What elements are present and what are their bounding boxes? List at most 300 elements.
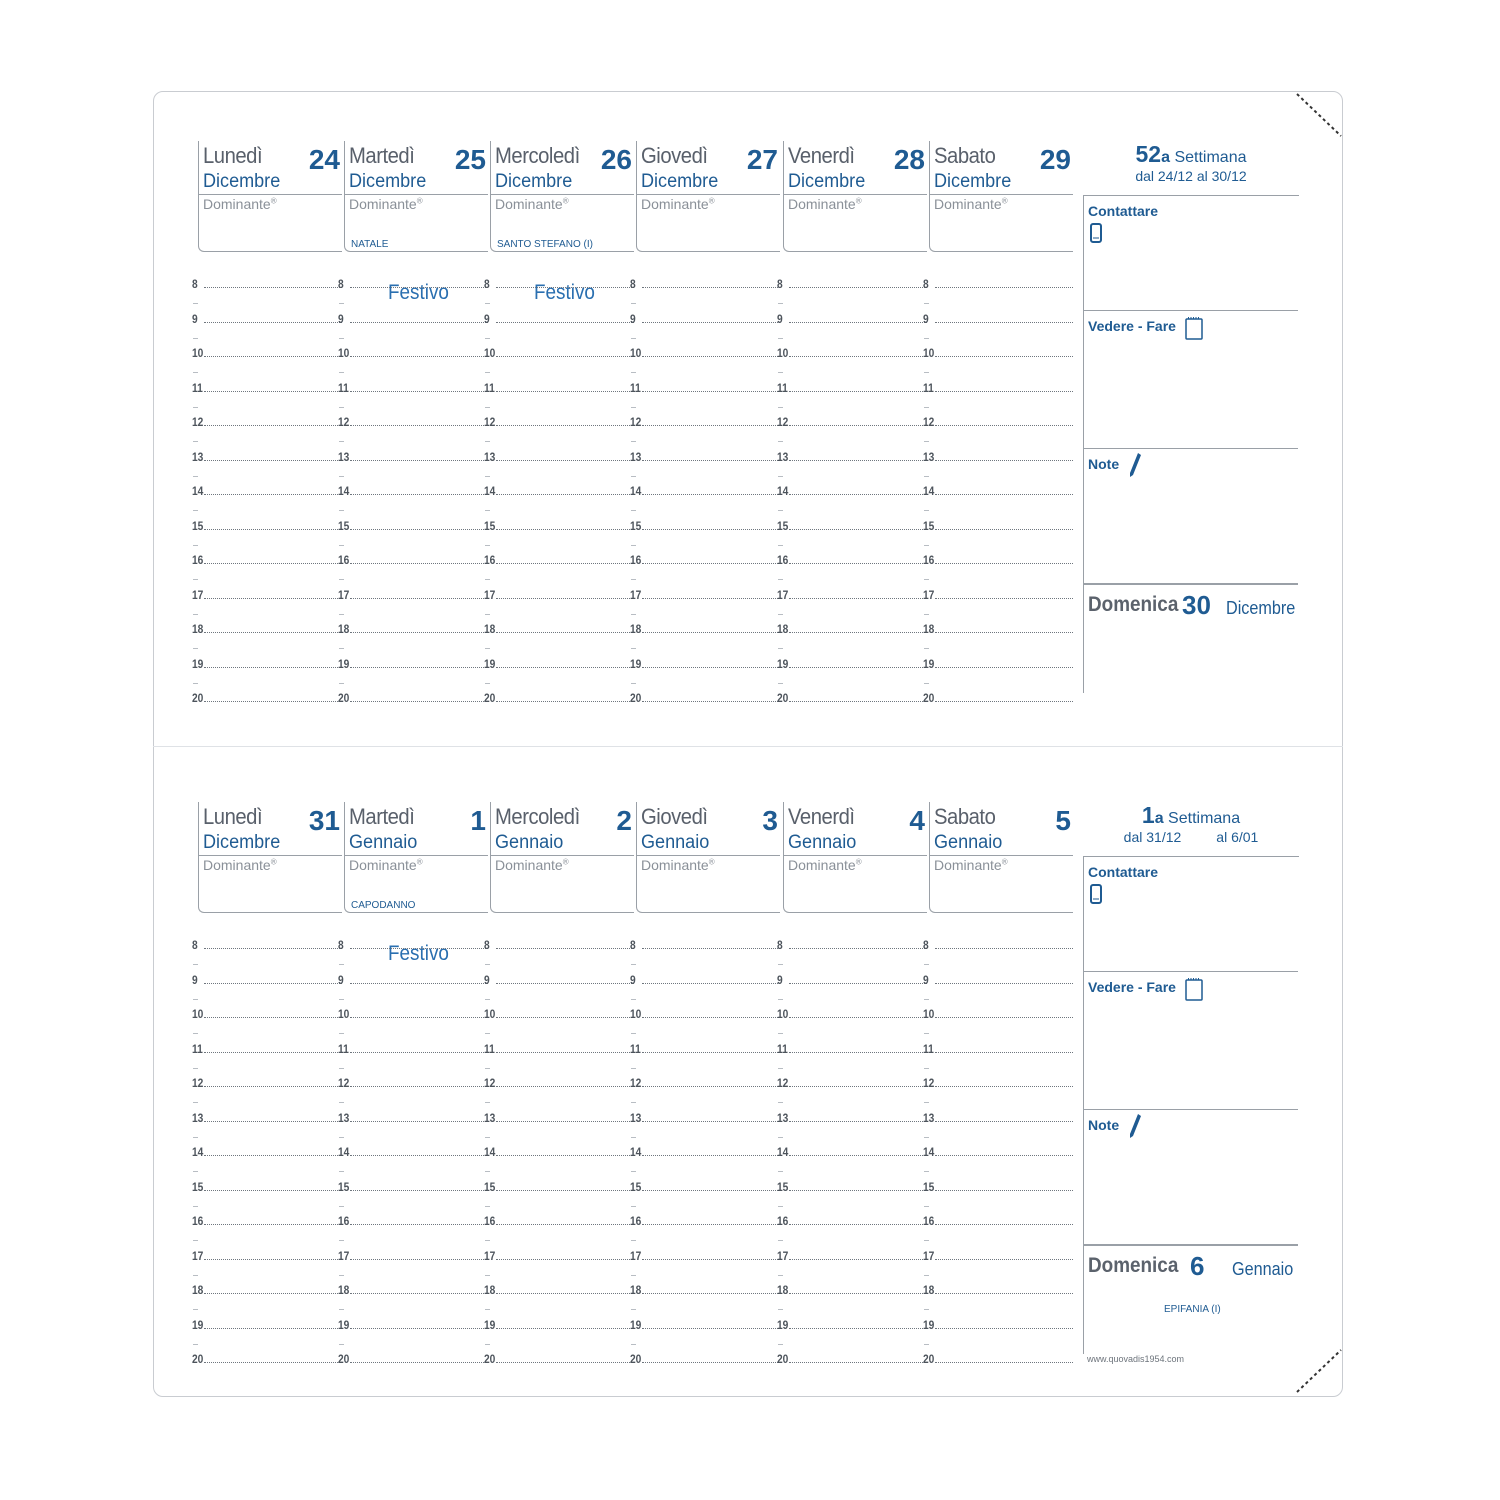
hour-number: 13 — [484, 449, 496, 464]
half-hour-dash — [485, 1137, 490, 1138]
half-hour-dash — [631, 1171, 636, 1172]
dotted-rule — [350, 425, 488, 426]
hour-line[interactable] — [484, 306, 634, 326]
hour-number: 11 — [923, 1041, 934, 1056]
hour-line[interactable] — [630, 306, 780, 326]
hour-line[interactable] — [777, 375, 927, 395]
day-header — [490, 802, 634, 913]
hour-line[interactable] — [338, 1070, 488, 1090]
hour-line[interactable] — [192, 651, 342, 671]
hour-line[interactable] — [192, 1105, 342, 1125]
dotted-rule — [496, 1362, 634, 1363]
hour-line[interactable] — [192, 375, 342, 395]
hour-line[interactable] — [630, 1312, 780, 1332]
hour-line[interactable] — [630, 547, 780, 567]
hour-line[interactable] — [192, 1036, 342, 1056]
hour-number: 12 — [484, 1076, 496, 1090]
dotted-rule — [350, 529, 488, 530]
hour-line[interactable] — [484, 967, 634, 987]
hour-line[interactable] — [923, 651, 1073, 671]
hour-line[interactable] — [192, 1312, 342, 1332]
hour-number: 11 — [484, 1041, 495, 1056]
dotted-rule — [789, 1155, 927, 1156]
hour-line[interactable] — [630, 409, 780, 429]
hour-line[interactable] — [484, 1036, 634, 1056]
hour-line[interactable] — [338, 1243, 488, 1263]
hour-line[interactable] — [777, 271, 927, 291]
hour-line[interactable] — [338, 444, 488, 464]
dotted-rule — [496, 1328, 634, 1329]
hour-line[interactable] — [777, 1105, 927, 1125]
dotted-rule — [350, 598, 488, 599]
hour-line[interactable] — [192, 685, 342, 705]
hour-line[interactable] — [192, 1139, 342, 1159]
day-saint — [788, 196, 862, 212]
hour-number: 16 — [484, 1214, 496, 1228]
day-saint-text: Dominante — [203, 196, 271, 212]
hour-line[interactable] — [777, 444, 927, 464]
hour-line[interactable] — [338, 616, 488, 636]
dotted-rule — [496, 632, 634, 633]
hour-line[interactable] — [777, 1174, 927, 1194]
note-title: Note — [1088, 1117, 1120, 1133]
hour-line[interactable] — [338, 1036, 488, 1056]
registered-mark: ® — [1001, 857, 1008, 867]
day-saint-text: Dominante — [495, 857, 563, 873]
hour-line[interactable] — [484, 1105, 634, 1125]
hour-line[interactable] — [923, 444, 1073, 464]
hour-line[interactable] — [777, 1312, 927, 1332]
hour-line[interactable] — [192, 1070, 342, 1090]
hour-line[interactable] — [192, 1001, 342, 1021]
half-hour-dash — [193, 999, 198, 1000]
hour-line[interactable] — [192, 444, 342, 464]
dotted-rule — [496, 529, 634, 530]
dotted-rule — [204, 1121, 342, 1122]
hour-line[interactable] — [923, 616, 1073, 636]
hour-line[interactable] — [777, 547, 927, 567]
hour-line[interactable] — [777, 1070, 927, 1090]
hour-line[interactable] — [777, 616, 927, 636]
hour-line[interactable] — [484, 1139, 634, 1159]
hour-line[interactable] — [923, 1070, 1073, 1090]
dotted-rule — [789, 667, 927, 668]
hour-line[interactable] — [630, 271, 780, 291]
hour-line[interactable] — [777, 1139, 927, 1159]
hour-line[interactable] — [338, 1174, 488, 1194]
dotted-rule — [204, 1328, 342, 1329]
hour-line[interactable] — [630, 1036, 780, 1056]
hour-number: 11 — [192, 380, 203, 395]
registered-mark: ® — [270, 857, 277, 867]
dotted-rule — [642, 529, 780, 530]
contattare-box[interactable] — [1083, 195, 1298, 311]
half-hour-dash — [485, 1068, 490, 1069]
hour-line[interactable] — [923, 271, 1073, 291]
half-hour-dash — [193, 372, 198, 373]
hour-line[interactable] — [192, 1243, 342, 1263]
dotted-rule — [642, 701, 780, 702]
hour-line[interactable] — [777, 932, 927, 952]
hour-line[interactable] — [192, 271, 342, 291]
hour-line[interactable] — [192, 306, 342, 326]
half-hour-dash — [339, 441, 344, 442]
hour-line[interactable] — [923, 547, 1073, 567]
hour-line[interactable] — [630, 967, 780, 987]
hour-line[interactable] — [777, 306, 927, 326]
dotted-rule — [350, 983, 488, 984]
hour-number: 11 — [630, 1041, 641, 1056]
hour-line[interactable] — [777, 1001, 927, 1021]
dotted-rule — [204, 322, 342, 323]
dotted-rule — [642, 632, 780, 633]
hour-line[interactable] — [484, 1277, 634, 1297]
dotted-rule — [642, 356, 780, 357]
hour-line[interactable] — [630, 375, 780, 395]
half-hour-dash — [485, 372, 490, 373]
hour-number: 19 — [484, 656, 496, 671]
hour-line[interactable] — [484, 651, 634, 671]
hour-number: 11 — [338, 1041, 349, 1056]
hour-line[interactable] — [338, 685, 488, 705]
half-hour-dash — [339, 1344, 344, 1345]
hour-line[interactable] — [484, 582, 634, 602]
half-hour-dash — [778, 1137, 783, 1138]
day-saint-text: Dominante — [641, 857, 709, 873]
hour-line[interactable] — [777, 1208, 927, 1228]
hour-number: 12 — [923, 415, 935, 429]
hour-line[interactable] — [630, 651, 780, 671]
note-box[interactable] — [1083, 1109, 1298, 1245]
dotted-rule — [350, 701, 488, 702]
hour-line[interactable] — [630, 1174, 780, 1194]
dotted-rule — [350, 632, 488, 633]
day-name: Mercoledì — [495, 804, 580, 829]
hour-number: 8 — [338, 277, 344, 291]
hour-line[interactable] — [923, 375, 1073, 395]
dotted-rule — [204, 1362, 342, 1363]
half-hour-dash — [924, 1137, 929, 1138]
hour-line[interactable] — [923, 967, 1073, 987]
half-hour-dash — [924, 614, 929, 615]
hour-line[interactable] — [192, 1208, 342, 1228]
hour-line[interactable] — [923, 1174, 1073, 1194]
hour-line[interactable] — [923, 1312, 1073, 1332]
hour-line[interactable] — [923, 1139, 1073, 1159]
hour-line[interactable] — [338, 409, 488, 429]
hour-line[interactable] — [630, 1105, 780, 1125]
hour-line[interactable] — [777, 478, 927, 498]
hour-line[interactable] — [630, 1070, 780, 1090]
half-hour-dash — [339, 407, 344, 408]
hour-line[interactable] — [192, 513, 342, 533]
hour-line[interactable] — [630, 616, 780, 636]
dotted-rule — [642, 983, 780, 984]
hour-line[interactable] — [338, 1001, 488, 1021]
hour-number: 17 — [777, 1248, 789, 1263]
dotted-rule — [935, 1293, 1073, 1294]
hour-line[interactable] — [923, 306, 1073, 326]
hour-line[interactable] — [338, 271, 488, 291]
hour-line[interactable] — [484, 409, 634, 429]
dotted-rule — [642, 1155, 780, 1156]
hour-line[interactable] — [338, 1105, 488, 1125]
hour-line[interactable] — [777, 409, 927, 429]
notepad-icon — [1184, 316, 1204, 340]
sunday-label: Domenica — [1088, 593, 1179, 616]
hour-line[interactable] — [923, 1346, 1073, 1366]
sunday-box[interactable] — [1083, 1245, 1298, 1354]
hour-line[interactable] — [484, 513, 634, 533]
hour-line[interactable] — [777, 1036, 927, 1056]
hour-line[interactable] — [338, 582, 488, 602]
day-saint-text: Dominante — [934, 196, 1002, 212]
hour-line[interactable] — [923, 1105, 1073, 1125]
half-hour-dash — [485, 476, 490, 477]
hour-line[interactable] — [484, 1243, 634, 1263]
day-header — [636, 141, 780, 252]
contattare-title: Contattare — [1088, 203, 1159, 219]
hour-line[interactable] — [923, 478, 1073, 498]
half-hour-dash — [924, 1033, 929, 1034]
dotted-rule — [935, 1190, 1073, 1191]
day-month: Dicembre — [495, 171, 573, 192]
half-hour-dash — [778, 579, 783, 580]
hour-line[interactable] — [923, 340, 1073, 360]
hour-line[interactable] — [338, 1312, 488, 1332]
hour-line[interactable] — [923, 513, 1073, 533]
hour-line[interactable] — [630, 685, 780, 705]
day-month: Dicembre — [349, 171, 427, 192]
hour-number: 18 — [630, 1283, 642, 1297]
hour-line[interactable] — [630, 1139, 780, 1159]
hour-number: 10 — [777, 1007, 789, 1021]
hour-line[interactable] — [484, 478, 634, 498]
hour-number: 10 — [777, 346, 789, 360]
half-hour-dash — [778, 441, 783, 442]
hour-line[interactable] — [338, 478, 488, 498]
hour-number: 9 — [923, 972, 929, 987]
hour-line[interactable] — [338, 547, 488, 567]
hour-line[interactable] — [338, 932, 488, 952]
hour-line[interactable] — [338, 651, 488, 671]
dotted-rule — [350, 287, 488, 288]
hour-line[interactable] — [777, 685, 927, 705]
hour-number: 9 — [484, 311, 490, 326]
hour-line[interactable] — [338, 1277, 488, 1297]
day-number: 2 — [616, 805, 632, 836]
hour-line[interactable] — [777, 513, 927, 533]
hour-line[interactable] — [777, 340, 927, 360]
hour-line[interactable] — [630, 932, 780, 952]
half-hour-dash — [339, 648, 344, 649]
day-month: Gennaio — [788, 832, 857, 853]
hour-line[interactable] — [777, 1346, 927, 1366]
hour-line[interactable] — [777, 1243, 927, 1263]
hour-line[interactable] — [630, 1208, 780, 1228]
dotted-rule — [642, 494, 780, 495]
hour-line[interactable] — [484, 375, 634, 395]
hour-line[interactable] — [192, 478, 342, 498]
hour-line[interactable] — [923, 1036, 1073, 1056]
hour-line[interactable] — [484, 616, 634, 636]
day-header-divider — [930, 855, 1073, 856]
day-column — [484, 141, 636, 705]
hour-line[interactable] — [484, 547, 634, 567]
sunday-box[interactable] — [1083, 584, 1298, 693]
hour-line[interactable] — [630, 513, 780, 533]
hour-line[interactable] — [192, 967, 342, 987]
hour-line[interactable] — [338, 340, 488, 360]
hour-line[interactable] — [777, 967, 927, 987]
day-column — [484, 802, 636, 1366]
hour-line[interactable] — [192, 1346, 342, 1366]
dotted-rule — [350, 356, 488, 357]
hour-number: 17 — [192, 587, 204, 602]
hour-number: 19 — [630, 656, 642, 671]
hour-line[interactable] — [484, 1174, 634, 1194]
day-header-divider — [637, 194, 780, 195]
dotted-rule — [204, 1293, 342, 1294]
vedere-fare-box[interactable] — [1083, 971, 1298, 1110]
hour-line[interactable] — [923, 582, 1073, 602]
hour-line[interactable] — [923, 1001, 1073, 1021]
hour-line[interactable] — [630, 1001, 780, 1021]
dotted-rule — [350, 460, 488, 461]
half-hour-dash — [778, 1033, 783, 1034]
hour-line[interactable] — [484, 1001, 634, 1021]
half-hour-dash — [193, 441, 198, 442]
hour-line[interactable] — [484, 444, 634, 464]
hour-line[interactable] — [192, 340, 342, 360]
hour-line[interactable] — [484, 340, 634, 360]
hour-number: 10 — [484, 1007, 496, 1021]
hour-number: 17 — [923, 587, 935, 602]
hour-number: 14 — [630, 1145, 642, 1159]
dotted-rule — [935, 494, 1073, 495]
note-box[interactable] — [1083, 448, 1298, 584]
hour-line[interactable] — [338, 513, 488, 533]
hour-line[interactable] — [484, 1070, 634, 1090]
half-hour-dash — [339, 999, 344, 1000]
hour-line[interactable] — [484, 685, 634, 705]
hour-line[interactable] — [338, 967, 488, 987]
hour-line[interactable] — [630, 1243, 780, 1263]
hour-line[interactable] — [923, 1243, 1073, 1263]
hour-line[interactable] — [338, 306, 488, 326]
week-ordinal: a — [1161, 149, 1170, 166]
hour-number: 17 — [338, 587, 350, 602]
hour-line[interactable] — [338, 1139, 488, 1159]
week-range: dal 31/12 al 6/01 — [1123, 829, 1259, 845]
hour-line[interactable] — [777, 582, 927, 602]
hour-line[interactable] — [192, 547, 342, 567]
hour-line[interactable] — [630, 582, 780, 602]
notepad-icon — [1184, 977, 1204, 1001]
hour-line[interactable] — [630, 444, 780, 464]
hour-line[interactable] — [338, 1346, 488, 1366]
dotted-rule — [350, 948, 488, 949]
day-month: Dicembre — [203, 171, 281, 192]
hour-line[interactable] — [777, 1277, 927, 1297]
hour-line[interactable] — [192, 932, 342, 952]
contattare-box[interactable] — [1083, 856, 1298, 972]
hour-line[interactable] — [484, 1346, 634, 1366]
hour-line[interactable] — [192, 1277, 342, 1297]
half-hour-dash — [339, 1068, 344, 1069]
hour-number: 17 — [192, 1248, 204, 1263]
day-header-divider — [930, 194, 1073, 195]
dotted-rule — [642, 1362, 780, 1363]
hour-number: 20 — [777, 691, 789, 705]
hour-line[interactable] — [923, 685, 1073, 705]
hour-line[interactable] — [630, 478, 780, 498]
phone-icon — [1090, 884, 1102, 904]
dotted-rule — [204, 667, 342, 668]
hour-line[interactable] — [338, 1208, 488, 1228]
day-header — [929, 802, 1073, 913]
hour-line[interactable] — [192, 1174, 342, 1194]
day-number: 1 — [470, 805, 486, 836]
week-2 — [0, 802, 1500, 1442]
dotted-rule — [496, 667, 634, 668]
half-hour-dash — [193, 964, 198, 965]
hour-line[interactable] — [484, 271, 634, 291]
half-hour-dash — [339, 1240, 344, 1241]
dotted-rule — [350, 1328, 488, 1329]
hour-line[interactable] — [923, 1277, 1073, 1297]
hour-number: 13 — [192, 1110, 204, 1125]
hour-line[interactable] — [923, 409, 1073, 429]
hour-line[interactable] — [192, 582, 342, 602]
hour-number: 12 — [923, 1076, 935, 1090]
hour-line[interactable] — [630, 340, 780, 360]
dotted-rule — [935, 983, 1073, 984]
half-hour-dash — [924, 1102, 929, 1103]
hour-line[interactable] — [192, 409, 342, 429]
hour-line[interactable] — [484, 1208, 634, 1228]
hour-number: 16 — [923, 1214, 935, 1228]
half-hour-dash — [778, 1171, 783, 1172]
day-header-divider — [784, 855, 927, 856]
hour-number: 12 — [338, 1076, 350, 1090]
hour-line[interactable] — [923, 932, 1073, 952]
hour-line[interactable] — [630, 1346, 780, 1366]
dotted-rule — [935, 1259, 1073, 1260]
half-hour-dash — [924, 1309, 929, 1310]
half-hour-dash — [485, 1102, 490, 1103]
day-saint-text: Dominante — [934, 857, 1002, 873]
half-hour-dash — [193, 1068, 198, 1069]
hour-line[interactable] — [484, 1312, 634, 1332]
half-hour-dash — [339, 338, 344, 339]
hour-number: 18 — [484, 1283, 496, 1297]
vedere-fare-box[interactable] — [1083, 310, 1298, 449]
hour-number: 18 — [484, 622, 496, 636]
hour-line[interactable] — [630, 1277, 780, 1297]
half-hour-dash — [924, 964, 929, 965]
dotted-rule — [204, 1017, 342, 1018]
hour-number: 13 — [192, 449, 204, 464]
day-header — [636, 802, 780, 913]
hour-line[interactable] — [777, 651, 927, 671]
hour-number: 11 — [923, 380, 934, 395]
hour-line[interactable] — [338, 375, 488, 395]
dotted-rule — [350, 1293, 488, 1294]
hour-line[interactable] — [484, 932, 634, 952]
hour-line[interactable] — [192, 616, 342, 636]
hour-line[interactable] — [923, 1208, 1073, 1228]
